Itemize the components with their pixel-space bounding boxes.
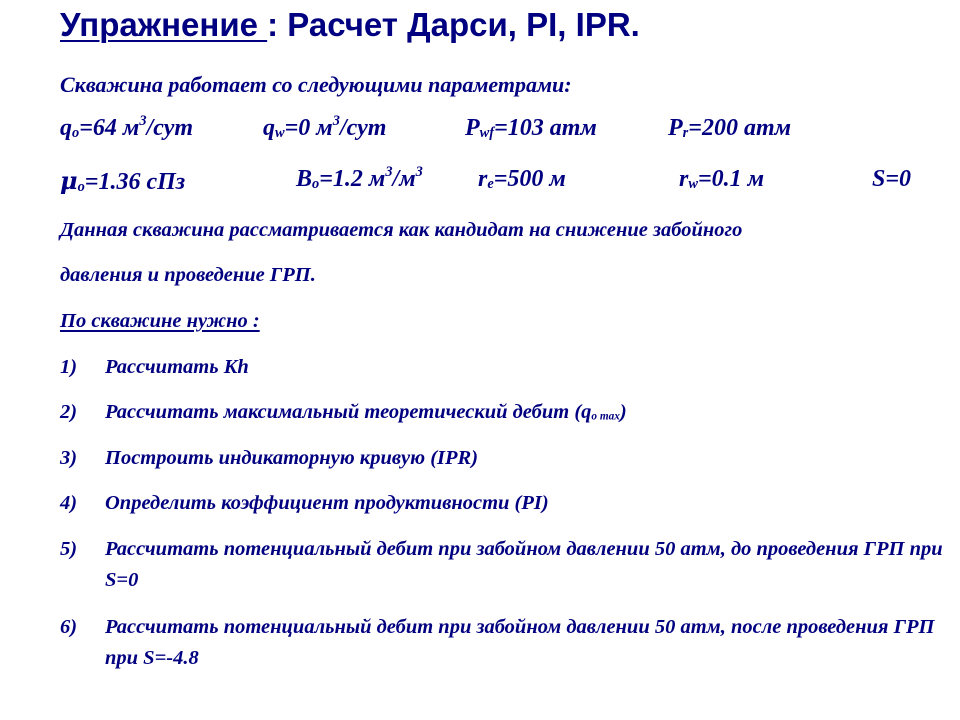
param-rw: $r_w=0.1$ м <box>679 166 765 193</box>
param-qw: $q_w=0$ $м^3$/сут <box>263 112 387 142</box>
task-number: 2) <box>60 401 78 423</box>
param-pr: $P_r=200$ атм <box>668 115 792 142</box>
task-text: Построить индикаторную кривую (IPR) <box>105 447 479 469</box>
intro-text: Скважина работает со следующими параметрами: <box>60 72 572 97</box>
task-text: Рассчитать потенциальный дебит при забойном давлении 50 атм, после проведения ГРП при S=-4.8 <box>105 616 935 669</box>
param-pwf: $P_{wf}=103$ атм <box>465 115 597 142</box>
title-underlined-part: Упражнение <box>60 6 268 43</box>
task-text: Рассчитать максимальный теоретический дебит $(q_{o max})$ <box>105 401 627 423</box>
param-qo: $q_o=64$ $м^3$/сут <box>60 112 194 142</box>
description-line-1: Данная скважина рассматривается как кандидат на снижение забойного <box>60 219 743 241</box>
slide-title <box>60 6 640 44</box>
tasks-heading: По скважине нужно : <box>60 310 260 332</box>
task-text: Определить коэффициент продуктивности (PI) <box>105 492 549 514</box>
param-bo: $B_o=1.2$ $м^3/м^3$ <box>296 163 423 193</box>
description-line-2: давления и проведение ГРП. <box>60 264 316 286</box>
title-rest: : Расчет Дарси, PI, IPR. <box>267 6 640 43</box>
param-re: $r_e=500$ м <box>478 166 566 193</box>
task-number: 5) <box>60 538 78 560</box>
task-number: 6) <box>60 616 78 638</box>
task-text: Рассчитать потенциальный дебит при забойном давлении 50 атм, до проведения ГРП при S=0 <box>105 538 943 591</box>
task-number: 3) <box>60 447 78 469</box>
task-number: 1) <box>60 356 78 378</box>
task-number: 4) <box>60 492 78 514</box>
param-mu-o: $\mu_o=1.36$ сПз <box>60 166 186 196</box>
param-s: S=0 <box>872 166 912 192</box>
task-text: Рассчитать Kh <box>105 356 249 378</box>
